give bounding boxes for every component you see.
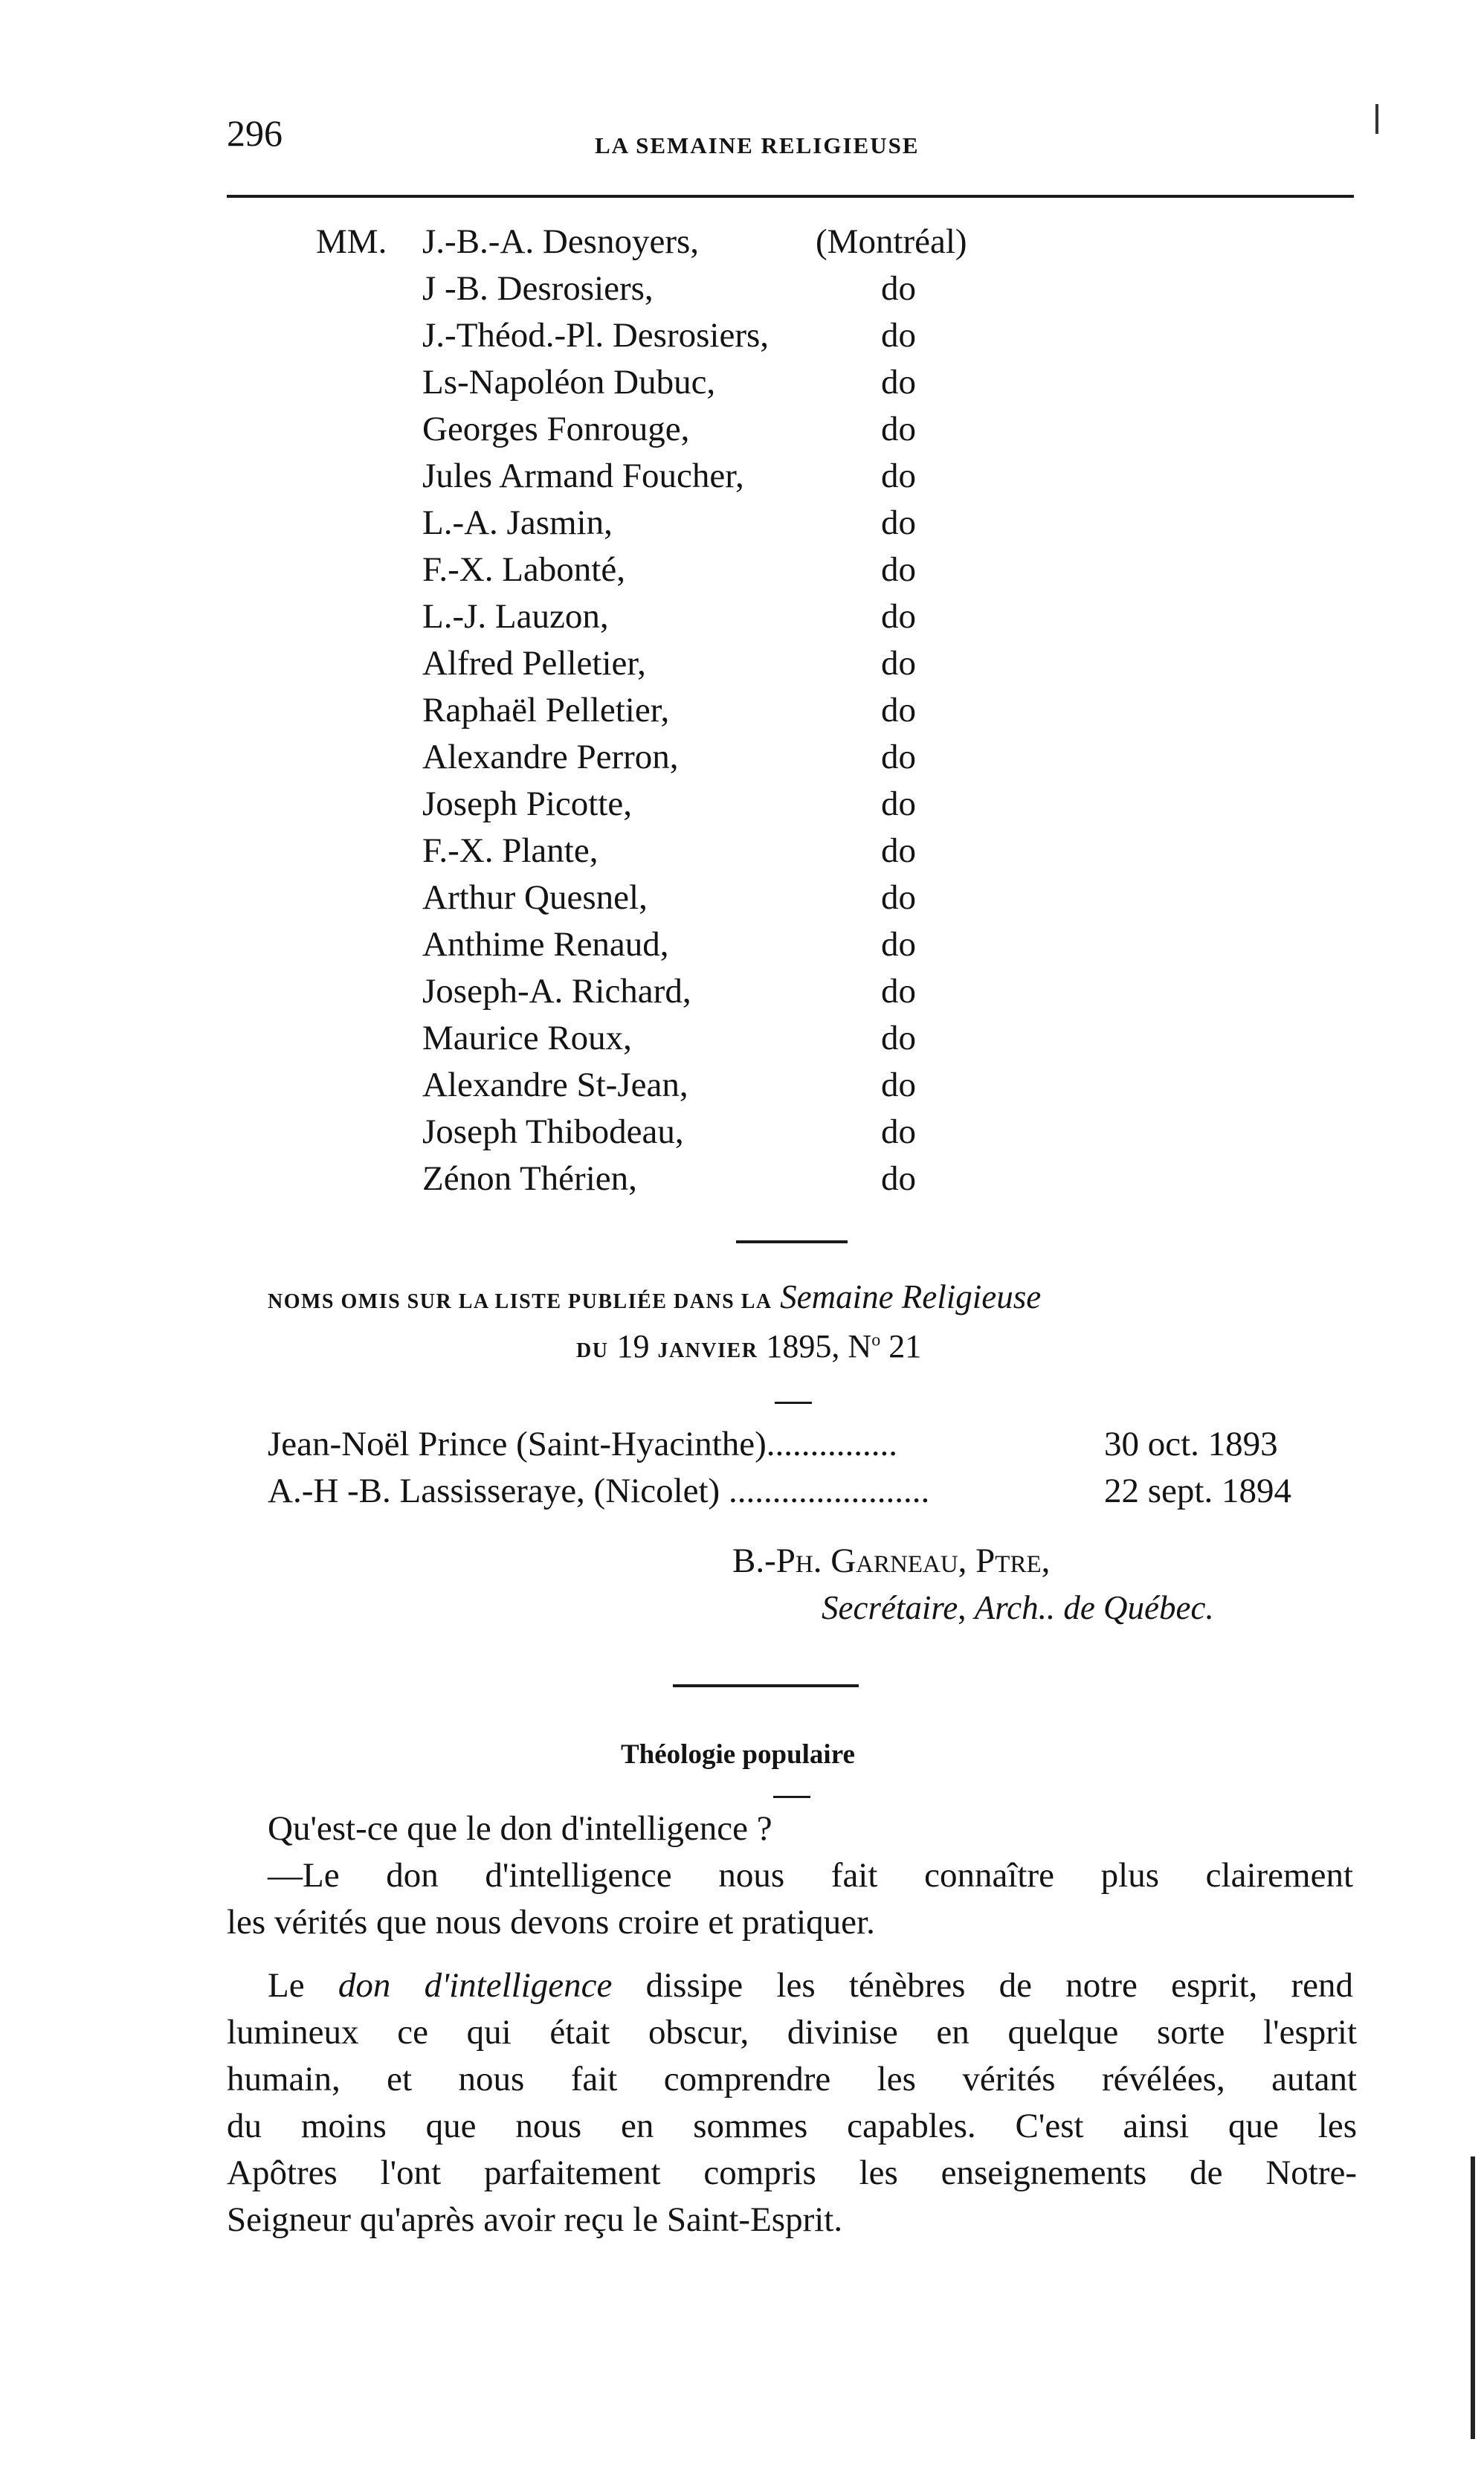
list-item-name: L.-A. Jasmin, [422,503,613,542]
list-item-place: do [881,550,916,589]
signature-sep: , [958,1589,967,1626]
omitted-heading-text: NOMS OMIS SUR LA LISTE PUBLIÉE DANS LA [268,1290,772,1313]
heading-date-month: JANVIER [657,1339,758,1362]
list-item-place: do [881,363,916,402]
para-italic-term: don d'intelligence [338,1966,613,2005]
question-line: Qu'est-ce que le don d'intelligence ? [268,1809,772,1848]
signature-name: B.-Ph. Garneau, Ptre, [732,1542,1051,1580]
list-item-place: do [881,1066,916,1104]
omitted-heading-date [576,1327,921,1365]
paragraph-line: du moins que nous en sommes capables. C'est ainsi que les [227,2107,1357,2145]
heading-date-day: 19 [616,1328,650,1365]
omitted-entry-date: 30 oct. 1893 [1104,1425,1278,1463]
list-item-name: F.-X. Plante, [422,831,599,870]
list-item-name: J.-B.-A. Desnoyers, [422,222,700,261]
heading-number-sup: o [871,1330,881,1350]
section-title: Théologie populaire [621,1739,855,1770]
list-item-name: Anthime Renaud, [422,925,669,964]
short-dash [775,1402,812,1404]
list-item-place: do [881,878,916,917]
list-item-place: do [881,925,916,964]
running-title: LA SEMAINE RELIGIEUSE [595,132,920,158]
list-item-name: Zénon Thérien, [422,1159,637,1198]
list-item-name: Alexandre St-Jean, [422,1066,688,1104]
list-item-name: Alfred Pelletier, [422,644,646,683]
heading-date-prefix: DU [576,1339,609,1362]
section-dash [773,1796,810,1798]
paragraph-line: Seigneur qu'après avoir reçu le Saint-Esprit. [227,2200,843,2239]
list-item-place: (Montréal) [816,222,967,261]
heading-number: 21 [888,1328,922,1365]
list-item-name: Maurice Roux, [422,1019,632,1057]
list-item-place: do [881,831,916,870]
scan-edge-mark [1375,104,1378,134]
list-item-name: Ls-Napoléon Dubuc, [422,363,716,402]
separator-rule [736,1240,848,1243]
list-item-name: Georges Fonrouge, [422,410,690,448]
signature-title [822,1588,1214,1627]
signature-diocese: Arch.. de Québec. [974,1589,1214,1626]
para-start: Le [268,1966,305,2005]
omitted-heading-italic: Semaine Religieuse [780,1278,1042,1315]
list-item-place: do [881,597,916,636]
para-rest: dissipe les ténèbres de notre esprit, rend [645,1966,1354,2005]
answer-line: les vérités que nous devons croire et pratiquer. [227,1903,875,1942]
list-item-name: F.-X. Labonté, [422,550,625,589]
signature-role: Secrétaire [822,1589,958,1626]
list-item-place: do [881,316,916,355]
paragraph-line: Apôtres l'ont parfaitement compris les enseignements de Notre- [227,2154,1357,2192]
scan-edge-mark [1471,2156,1475,2439]
list-item-name: Joseph-A. Richard, [422,972,691,1011]
list-item-place: do [881,972,916,1011]
paragraph-line: lumineux ce qui était obscur, divinise en quelque sorte l'esprit [227,2013,1357,2052]
list-item-name: Jules Armand Foucher, [422,457,744,495]
list-item-place: do [881,1019,916,1057]
omitted-entry: A.-H -B. Lassisseraye, (Nicolet) ....................... [268,1472,930,1510]
list-item-name: Alexandre Perron, [422,738,679,776]
list-item-name: J -B. Desrosiers, [422,269,654,308]
heading-date-year: 1895, N [766,1328,872,1365]
list-item-place: do [881,644,916,683]
list-item-name: Joseph Picotte, [422,785,632,823]
list-item-place: do [881,410,916,448]
list-item-place: do [881,1159,916,1198]
list-item-place: do [881,785,916,823]
list-item-place: do [881,503,916,542]
list-item-place: do [881,269,916,308]
list-item-place: do [881,691,916,729]
omitted-entry: Jean-Noël Prince (Saint-Hyacinthe)............... [268,1425,898,1463]
paragraph-line [268,1965,1353,2006]
list-item-place: do [881,738,916,776]
page-number: 296 [227,112,283,154]
list-item-name: J.-Théod.-Pl. Desrosiers, [422,316,770,355]
list-item-name: Arthur Quesnel, [422,878,648,917]
omitted-entry-date: 22 sept. 1894 [1104,1472,1291,1510]
list-item-place: do [881,457,916,495]
header-rule [227,195,1354,198]
paragraph-line: humain, et nous fait comprendre les vérités révélées, autant [227,2060,1357,2098]
section-rule [673,1684,859,1687]
list-item-name: L.-J. Lauzon, [422,597,609,636]
list-item-name: Raphaël Pelletier, [422,691,670,729]
omitted-heading [268,1278,1041,1316]
list-item-place: do [881,1112,916,1151]
answer-line: —Le don d'intelligence nous fait connaître plus clairement [268,1856,1353,1895]
list-item-name: Joseph Thibodeau, [422,1112,684,1151]
list-prefix: MM. [316,222,387,261]
